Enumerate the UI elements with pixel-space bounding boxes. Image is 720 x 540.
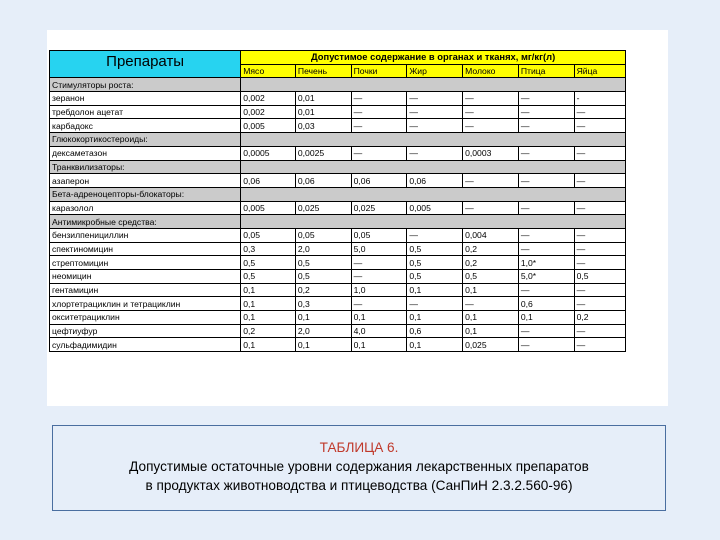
value-cell: 0,1 [241, 283, 296, 297]
value-cell: — [407, 297, 463, 311]
value-cell: — [574, 297, 625, 311]
category-row [50, 215, 626, 229]
drug-name: цефтиуфур [50, 324, 241, 338]
value-cell: — [574, 242, 625, 256]
value-cell: 0,1 [407, 311, 463, 325]
value-cell: 0,5 [407, 256, 463, 270]
table-row [50, 270, 626, 284]
value-cell: 0,2 [241, 324, 296, 338]
value-cell: 0,005 [241, 201, 296, 215]
value-cell: 0,03 [295, 119, 351, 133]
caption-line-2: в продуктах животноводства и птицеводства (СанПиН 2.3.2.560-96) [145, 478, 573, 493]
table-row [50, 201, 626, 215]
value-cell: — [463, 119, 519, 133]
column-header: Печень [295, 64, 351, 78]
value-cell: 0,5 [295, 256, 351, 270]
value-cell: 0,1 [351, 338, 407, 352]
drug-name: каразолол [50, 201, 241, 215]
value-cell: 0,025 [463, 338, 519, 352]
value-cell: 0,004 [463, 228, 519, 242]
value-cell: 0,002 [241, 92, 296, 106]
drug-name: дексаметазон [50, 146, 241, 160]
category-row [50, 78, 626, 92]
value-cell: — [518, 228, 574, 242]
value-cell: — [407, 92, 463, 106]
value-cell: — [351, 256, 407, 270]
drug-name: карбадокс [50, 119, 241, 133]
value-cell: 0,5 [241, 270, 296, 284]
value-cell: — [407, 146, 463, 160]
category-label: Транквилизаторы: [50, 160, 241, 174]
value-cell: — [518, 146, 574, 160]
value-cell: 0,1 [241, 338, 296, 352]
category-row [50, 160, 626, 174]
table-row [50, 174, 626, 188]
value-cell: 0,5 [407, 270, 463, 284]
drug-name: хлортетрациклин и тетрациклин [50, 297, 241, 311]
drug-name: окситетрациклин [50, 311, 241, 325]
value-cell: — [518, 242, 574, 256]
value-cell: — [574, 174, 625, 188]
value-cell: — [574, 119, 625, 133]
value-cell: — [463, 105, 519, 119]
value-cell: 0,1 [463, 324, 519, 338]
drug-name: азаперон [50, 174, 241, 188]
value-cell: — [351, 105, 407, 119]
table-row [50, 228, 626, 242]
value-cell: 0,06 [295, 174, 351, 188]
value-cell: 0,5 [574, 270, 625, 284]
value-cell: 0,05 [351, 228, 407, 242]
category-fill [241, 160, 626, 174]
drug-name: требдолон ацетат [50, 105, 241, 119]
value-cell: — [351, 92, 407, 106]
value-cell: — [463, 174, 519, 188]
value-cell: — [574, 283, 625, 297]
table-row [50, 146, 626, 160]
category-fill [241, 215, 626, 229]
value-cell: 0,5 [241, 256, 296, 270]
value-cell: 0,0003 [463, 146, 519, 160]
value-cell: — [574, 105, 625, 119]
value-cell: 1,0 [351, 283, 407, 297]
drug-residue-table [49, 50, 626, 352]
value-cell: — [407, 228, 463, 242]
value-cell: — [463, 297, 519, 311]
value-cell: 0,1 [407, 338, 463, 352]
value-cell: — [574, 228, 625, 242]
value-cell: — [407, 105, 463, 119]
column-header: Мясо [241, 64, 296, 78]
category-fill [241, 133, 626, 147]
value-cell: — [518, 338, 574, 352]
column-header: Молоко [463, 64, 519, 78]
value-cell: 0,1 [295, 338, 351, 352]
table-row [50, 92, 626, 106]
column-header: Почки [351, 64, 407, 78]
value-cell: 0,1 [407, 283, 463, 297]
value-cell: 0,2 [463, 242, 519, 256]
value-cell: 0,06 [241, 174, 296, 188]
value-cell: 0,05 [241, 228, 296, 242]
value-cell: 2,0 [295, 324, 351, 338]
value-cell: — [518, 119, 574, 133]
drug-name: стрептомицин [50, 256, 241, 270]
value-cell: — [351, 146, 407, 160]
value-cell: 0,2 [574, 311, 625, 325]
value-cell: 0,06 [407, 174, 463, 188]
category-label: Стимуляторы роста: [50, 78, 241, 92]
table-row [50, 256, 626, 270]
value-cell: 0,1 [351, 311, 407, 325]
value-cell: 0,01 [295, 105, 351, 119]
table-caption [52, 425, 666, 511]
value-cell: — [407, 119, 463, 133]
value-cell: 0,1 [241, 311, 296, 325]
drug-name: зеранон [50, 92, 241, 106]
caption-line-1: Допустимые остаточные уровни содержания лекарственных препаратов [129, 459, 589, 474]
value-cell: 0,002 [241, 105, 296, 119]
value-cell: — [574, 338, 625, 352]
value-cell: — [463, 92, 519, 106]
value-cell: — [518, 201, 574, 215]
value-cell: 4,0 [351, 324, 407, 338]
value-cell: 0,5 [295, 270, 351, 284]
category-label: Глюкокортикостероиды: [50, 133, 241, 147]
value-cell: 0,05 [295, 228, 351, 242]
value-cell: — [574, 324, 625, 338]
drug-name: гентамицин [50, 283, 241, 297]
value-cell: — [518, 105, 574, 119]
value-cell: 0,1 [463, 311, 519, 325]
table-sheet [47, 30, 668, 406]
value-cell: 0,6 [407, 324, 463, 338]
value-cell: 0,025 [295, 201, 351, 215]
drug-name: сульфадимидин [50, 338, 241, 352]
value-cell: 0,2 [463, 256, 519, 270]
value-cell: 5,0* [518, 270, 574, 284]
category-row [50, 187, 626, 201]
value-cell: — [574, 201, 625, 215]
column-header: Жир [407, 64, 463, 78]
category-fill [241, 187, 626, 201]
table-row [50, 105, 626, 119]
column-header: Птица [518, 64, 574, 78]
table-row [50, 338, 626, 352]
value-cell: — [518, 324, 574, 338]
value-cell: 0,1 [463, 283, 519, 297]
value-cell: 0,3 [241, 242, 296, 256]
value-cell: 1,0* [518, 256, 574, 270]
value-cell: 0,005 [407, 201, 463, 215]
value-cell: 0,005 [241, 119, 296, 133]
value-cell: 0,1 [241, 297, 296, 311]
table-row [50, 324, 626, 338]
value-cell: 0,0005 [241, 146, 296, 160]
drug-name: спектиномицин [50, 242, 241, 256]
value-cell: 0,5 [463, 270, 519, 284]
value-cell: 0,5 [407, 242, 463, 256]
category-fill [241, 78, 626, 92]
value-cell: — [574, 256, 625, 270]
table-row [50, 311, 626, 325]
category-label: Бета-адреноцепторы-блокаторы: [50, 187, 241, 201]
caption-title: ТАБЛИЦА 6. [319, 440, 399, 455]
value-cell: 0,3 [295, 297, 351, 311]
value-cell: — [351, 270, 407, 284]
value-cell: 5,0 [351, 242, 407, 256]
header-allowed-content: Допустимое содержание в органах и тканях, мг/кг(л) [241, 51, 626, 65]
value-cell: 0,2 [295, 283, 351, 297]
value-cell: — [574, 146, 625, 160]
value-cell: — [351, 119, 407, 133]
value-cell: 0,025 [351, 201, 407, 215]
value-cell: 0,1 [295, 311, 351, 325]
value-cell: — [518, 283, 574, 297]
table-row [50, 242, 626, 256]
column-header: Яйца [574, 64, 625, 78]
value-cell: 0,6 [518, 297, 574, 311]
category-label: Антимикробные средства: [50, 215, 241, 229]
value-cell: — [518, 92, 574, 106]
category-row [50, 133, 626, 147]
table-row [50, 283, 626, 297]
table-row [50, 119, 626, 133]
value-cell: 0,1 [518, 311, 574, 325]
header-preparations: Препараты [50, 51, 241, 78]
value-cell: — [463, 201, 519, 215]
value-cell: 0,0025 [295, 146, 351, 160]
drug-name: неомицин [50, 270, 241, 284]
table-row [50, 297, 626, 311]
value-cell: 0,01 [295, 92, 351, 106]
drug-name: бензилпенициллин [50, 228, 241, 242]
value-cell: - [574, 92, 625, 106]
value-cell: 0,06 [351, 174, 407, 188]
value-cell: — [351, 297, 407, 311]
value-cell: 2,0 [295, 242, 351, 256]
value-cell: — [518, 174, 574, 188]
